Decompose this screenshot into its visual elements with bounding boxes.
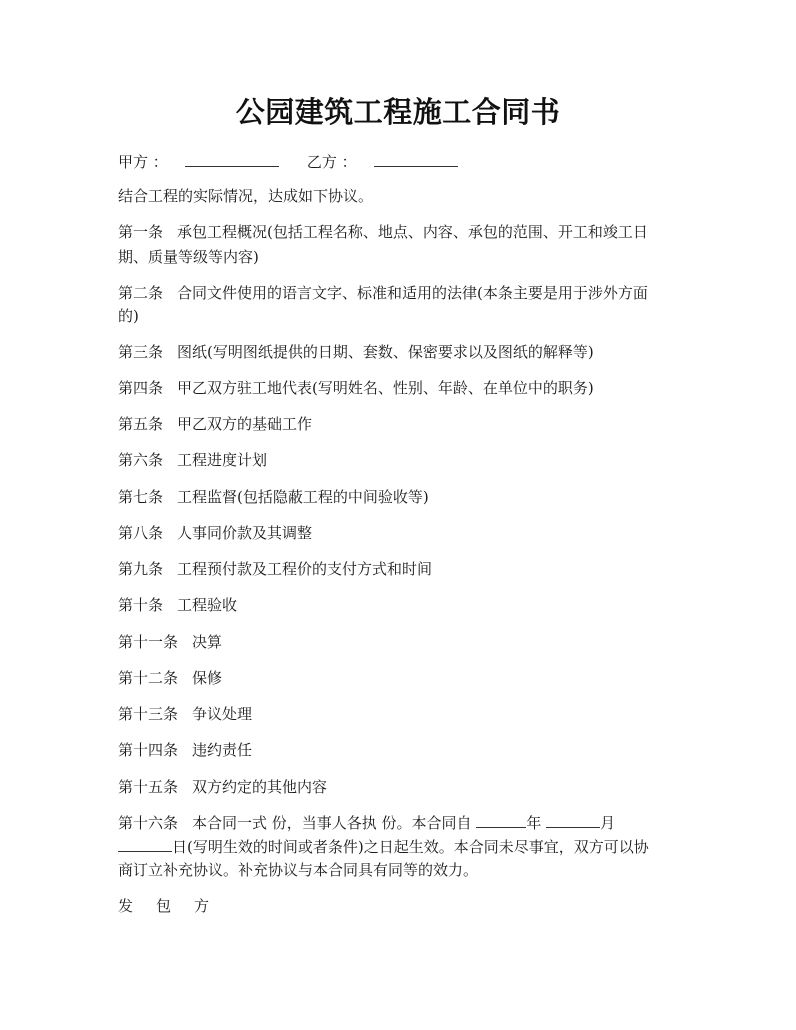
article-number: 第十四条 [118,741,179,759]
document-title: 公园建筑工程施工合同书 [235,95,561,129]
article-number: 第二条 [118,284,164,302]
article-text: 工程验收 [177,596,238,614]
article-text: 工程监督(包括隐蔽工程的中间验收等) [177,488,429,506]
signature-issuer [118,894,678,918]
article-2 [118,281,678,305]
article-16 [118,811,678,835]
month-blank [546,811,600,828]
article-text: 工程进度计划 [177,451,268,469]
article-number: 第九条 [118,560,164,578]
article-6 [118,448,678,472]
article-number: 第十一条 [118,633,179,651]
article-11 [118,630,678,654]
article-16-line-2 [118,835,678,859]
article-1 [118,220,678,244]
article-text: 甲乙双方的基础工作 [177,415,313,433]
article-text: 保修 [192,669,223,687]
article-text: 图纸(写明图纸提供的日期、套数、保密要求以及图纸的解释等) [177,343,594,361]
article-number: 第十五条 [118,778,179,796]
party-a-label: 甲方 ： [118,153,168,171]
article-number: 第四条 [118,379,164,397]
party-b-label: 乙方 ： [306,153,357,171]
article-8 [118,521,678,545]
article-9 [118,557,678,581]
article-text: 决算 [192,633,223,651]
article-number: 第十二条 [118,669,179,687]
signature-char: 包 [156,897,172,915]
article-5 [118,412,678,436]
article-15 [118,775,678,799]
article-text: 争议处理 [192,705,253,723]
year-label: 年 [526,814,547,832]
article-number: 第一条 [118,223,164,241]
article-14 [118,738,678,762]
day-blank [118,835,172,852]
article-4 [118,376,678,400]
article-text: 本合同一式 份，当事人各执 份。本合同自 [192,814,477,832]
year-blank [476,811,526,828]
article-16-line-3: 商订立补充协议。补充协议与本合同具有同等的效力。 [118,861,479,879]
article-text: 工程预付款及工程价的支付方式和时间 [177,560,433,578]
article-2-continuation: 的) [118,307,139,325]
party-b-blank [374,150,458,167]
article-number: 第十三条 [118,705,179,723]
article-3 [118,340,678,364]
article-text: 合同文件使用的语言文字、标准和适用的法律(本条主要是用于涉外方面 [177,284,648,302]
article-1-continuation: 期、质量等级等内容) [118,248,259,266]
article-text: 违约责任 [192,741,253,759]
article-text: 双方约定的其他内容 [192,778,328,796]
signature-char: 发 [118,897,134,915]
article-number: 第三条 [118,343,164,361]
article-13 [118,702,678,726]
signature-char: 方 [194,897,210,915]
article-text: 人事同价款及其调整 [177,524,313,542]
article-number: 第六条 [118,451,164,469]
article-10 [118,593,678,617]
article-text: 日(写明生效的时间或者条件)之日起生效。本合同未尽事宜，双方可以协 [172,838,649,856]
article-text: 甲乙双方驻工地代表(写明姓名、性别、年龄、在单位中的职务) [177,379,594,397]
article-number: 第五条 [118,415,164,433]
intro-text: 结合工程的实际情况，达成如下协议。 [118,187,374,205]
article-text: 承包工程概况(包括工程名称、地点、内容、承包的范围、开工和竣工日 [177,223,648,241]
article-12 [118,666,678,690]
article-number: 第十条 [118,596,164,614]
article-number: 第十六条 [118,814,179,832]
article-number: 第七条 [118,488,164,506]
article-7 [118,485,678,509]
month-label: 月 [600,814,616,832]
parties-line [118,150,678,174]
party-a-blank [185,150,279,167]
article-number: 第八条 [118,524,164,542]
